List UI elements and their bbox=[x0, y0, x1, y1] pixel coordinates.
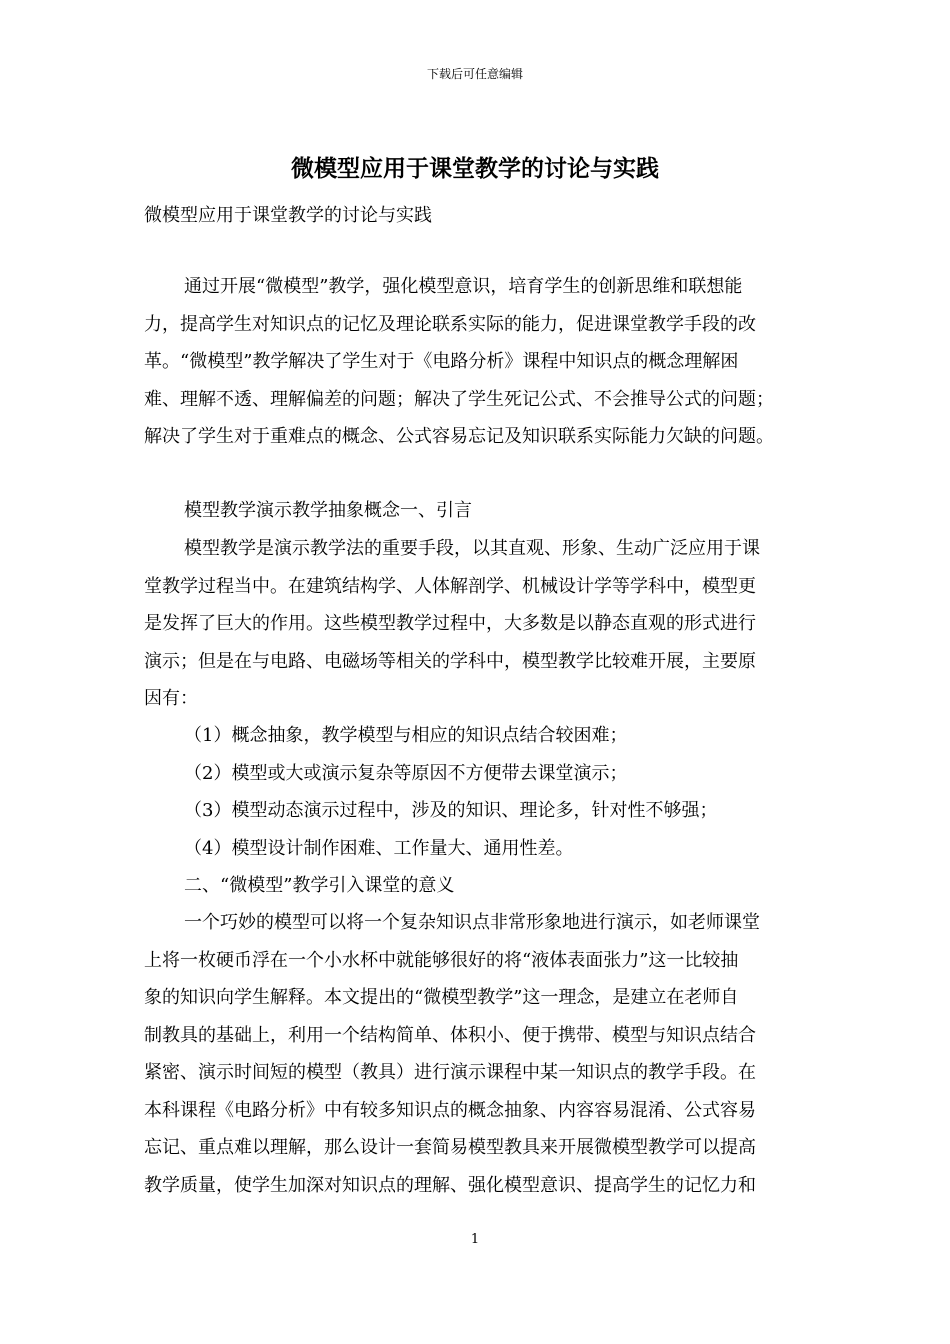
intro-line: 堂教学过程当中。在建筑结构学、人体解剖学、机械设计学等学科中，模型更 bbox=[144, 575, 756, 597]
abstract-line: 力，提高学生对知识点的记忆及理论联系实际的能力，促进课堂教学手段的改 bbox=[144, 313, 756, 335]
intro-line: 演示；但是在与电路、电磁场等相关的学科中，模型教学比较难开展，主要原 bbox=[144, 650, 756, 672]
section2-line: 本科课程《电路分析》中有较多知识点的概念抽象、内容容易混淆、公式容易 bbox=[144, 1099, 756, 1121]
intro-paragraph bbox=[144, 530, 824, 718]
abstract-line: 解决了学生对于重难点的概念、公式容易忘记及知识联系实际能力欠缺的问题。 bbox=[144, 426, 774, 447]
reasons-list bbox=[144, 717, 824, 867]
section2-line: 紧密、演示时间短的模型（教具）进行演示课程中某一知识点的教学手段。在 bbox=[144, 1062, 756, 1083]
reason-item: （4）模型设计制作困难、工作量大、通用性差。 bbox=[184, 837, 574, 859]
document-subtitle bbox=[144, 197, 824, 235]
section2-line: 象的知识向学生解释。本文提出的“微模型教学”这一理念，是建立在老师自 bbox=[144, 987, 739, 1008]
header-note: 下载后可任意编辑 bbox=[426, 67, 523, 81]
abstract-paragraph bbox=[144, 268, 824, 456]
subtitle-line: 微模型应用于课堂教学的讨论与实践 bbox=[144, 205, 432, 226]
section2-line: 上将一枚硬币浮在一个小水杯中就能够很好的将“液体表面张力”这一比较抽 bbox=[144, 949, 739, 971]
section2-line: 制教具的基础上，利用一个结构简单、体积小、便于携带、模型与知识点结合 bbox=[144, 1024, 756, 1046]
section2-line: 忘记、重点难以理解，那么设计一套简易模型教具来开展微模型教学可以提高 bbox=[144, 1137, 756, 1158]
reason-item: （3）模型动态演示过程中，涉及的知识、理论多，针对性不够强； bbox=[184, 800, 718, 821]
reason-item: （1）概念抽象，教学模型与相应的知识点结合较困难； bbox=[184, 725, 628, 746]
section2-heading-line: 二、“微模型”教学引入课堂的意义 bbox=[184, 875, 455, 896]
intro-line: 因有： bbox=[144, 688, 198, 709]
abstract-line: 难、理解不透、理解偏差的问题；解决了学生死记公式、不会推导公式的问题； bbox=[144, 388, 774, 410]
abstract-line: 革。“微模型”教学解决了学生对于《电路分析》课程中知识点的概念理解困 bbox=[144, 351, 739, 372]
page-number: 1 bbox=[470, 1232, 480, 1247]
intro-line: 模型教学是演示教学法的重要手段，以其直观、形象、生动广泛应用于课 bbox=[184, 538, 760, 559]
abstract-line: 通过开展“微模型”教学，强化模型意识，培育学生的创新思维和联想能 bbox=[184, 276, 743, 297]
keywords-heading bbox=[144, 492, 824, 530]
keywords-line: 模型教学演示教学抽象概念一、引言 bbox=[184, 500, 472, 521]
section2-line: 一个巧妙的模型可以将一个复杂知识点非常形象地进行演示，如老师课堂 bbox=[184, 912, 760, 933]
intro-line: 是发挥了巨大的作用。这些模型教学过程中，大多数是以静态直观的形式进行 bbox=[144, 613, 756, 634]
section2-heading bbox=[144, 867, 824, 905]
section2-line: 教学质量，使学生加深对知识点的理解、强化模型意识、提高学生的记忆力和 bbox=[144, 1174, 756, 1196]
document-title: 微模型应用于课堂教学的讨论与实践 bbox=[291, 155, 659, 182]
section2-paragraph bbox=[144, 904, 824, 1204]
reason-item: （2）模型或大或演示复杂等原因不方便带去课堂演示； bbox=[184, 762, 628, 784]
